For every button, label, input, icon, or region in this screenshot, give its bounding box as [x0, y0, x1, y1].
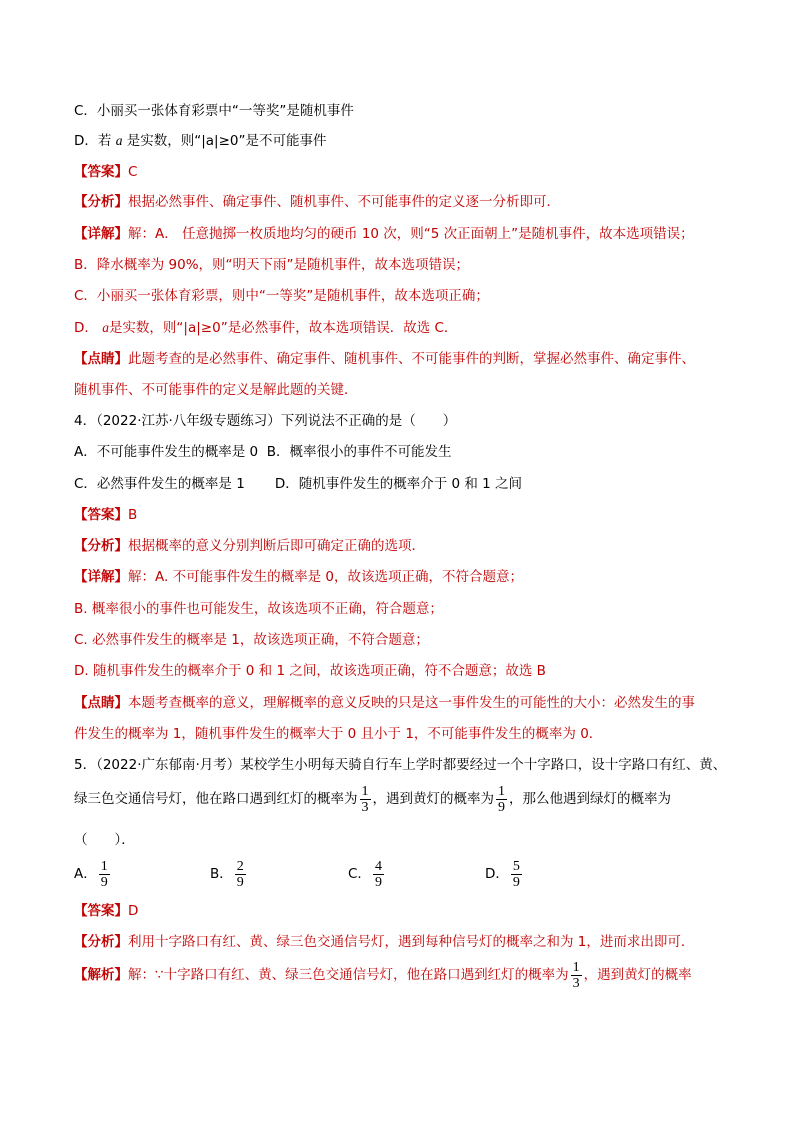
q5-option-d: D． $\frac{5}{9}$	[485, 858, 520, 890]
q5-stem-1: 5．（2022·广东郁南·月考）某校学生小明每天骑自行车上学时都要经过一个十字路口，设十字路口有红、黄、	[74, 757, 727, 773]
q5-stem-3: （ ）．	[74, 832, 135, 848]
q5-analysis-line: 【分析】利用十字路口有红、黄、绿三色交通信号灯，遇到每种信号灯的概率之和为 1，进而求出即可．	[74, 934, 695, 950]
q5-answer-line: 【答案】D	[74, 903, 139, 919]
point-line-2: 随机事件、不可能事件的定义是解此题的关键．	[74, 382, 358, 398]
q5-option-a: A． $\frac{1}{9}$	[74, 858, 108, 890]
detail-line-a: 【详解】解：A． 任意抛掷一枚质地均匀的硬币 10 次，则“5 次正面朝上”是随机事件，故本选项错误；	[74, 226, 694, 242]
detail-line-c: C．小丽买一张体育彩票，则中“一等奖”是随机事件，故本选项正确；	[74, 288, 489, 304]
q4-stem: 4．（2022·江苏·八年级专题练习）下列说法不正确的是（ ）	[74, 413, 457, 429]
fraction-solution: $\frac{1}{3}$	[572, 959, 580, 991]
q5-option-b: B． $\frac{2}{9}$	[210, 858, 244, 890]
analysis-line: 【分析】根据必然事件、确定事件、随机事件、不可能事件的定义逐一分析即可．	[74, 194, 560, 210]
q4-detail-a: 【详解】解：A. 不可能事件发生的概率是 0，故该选项正确，不符合题意；	[74, 569, 523, 585]
fraction-yellow-light: $\frac{1}{9}$	[498, 783, 505, 815]
q5-options	[74, 856, 674, 896]
q5-solution-line: 【解析】解：∵十字路口有红、黄、绿三色交通信号灯，他在路口遇到红灯的概率为 $\frac{1}{3}$ ，遇到黄灯的概率	[74, 959, 692, 991]
answer-tag: 【答案】	[74, 164, 128, 180]
q4-point-line-1: 【点睛】本题考查概率的意义，理解概率的意义反映的只是这一事件发生的可能性的大小：必然发生的事	[74, 695, 695, 711]
q4-detail-b: B. 概率很小的事件也可能发生，故该选项不正确，符合题意；	[74, 601, 443, 617]
q5-stem-2: 绿三色交通信号灯，他在路口遇到红灯的概率为 $\frac{1}{3}$ ，遇到黄灯的概率为 $\frac{1}{9}$ ，那么他遇到绿灯的概率为	[74, 783, 671, 815]
q4-detail-c: C. 必然事件发生的概率是 1，故该选项正确，不符合题意；	[74, 632, 429, 648]
fraction-red-light: $\frac{1}{3}$	[361, 783, 369, 815]
detail-line-d: D． a是实数，则“|a|≥0”是必然事件，故本选项错误．故选 C．	[74, 320, 458, 336]
q4-options-ab: A．不可能事件发生的概率是 0 B．概率很小的事件不可能发生	[74, 444, 452, 460]
q4-analysis-line: 【分析】根据概率的意义分别判断后即可确定正确的选项．	[74, 538, 425, 554]
q4-point-line-2: 件发生的概率为 1，随机事件发生的概率大于 0 且小于 1，不可能事件发生的概率为 0．	[74, 726, 603, 742]
option-c: C．小丽买一张体育彩票中“一等奖”是随机事件	[74, 103, 354, 119]
option-d: D．若 a 是实数，则“|a|≥0”是不可能事件	[74, 133, 327, 149]
detail-line-b: B．降水概率为 90%，则“明天下雨”是随机事件，故本选项错误；	[74, 257, 470, 273]
q4-detail-d: D. 随机事件发生的概率介于 0 和 1 之间，故该选项正确，符不合题意；故选 B	[74, 663, 546, 679]
point-line-1: 【点睛】此题考查的是必然事件、确定事件、随机事件、不可能事件的判断，掌握必然事件、确定事件、	[74, 351, 695, 367]
answer-line	[74, 162, 137, 182]
q4-answer-line: 【答案】B	[74, 507, 138, 523]
answer-value: C	[128, 164, 138, 180]
q4-options-cd: C．必然事件发生的概率是 1 D．随机事件发生的概率介于 0 和 1 之间	[74, 476, 523, 492]
q5-option-c: C． $\frac{4}{9}$	[348, 858, 382, 890]
